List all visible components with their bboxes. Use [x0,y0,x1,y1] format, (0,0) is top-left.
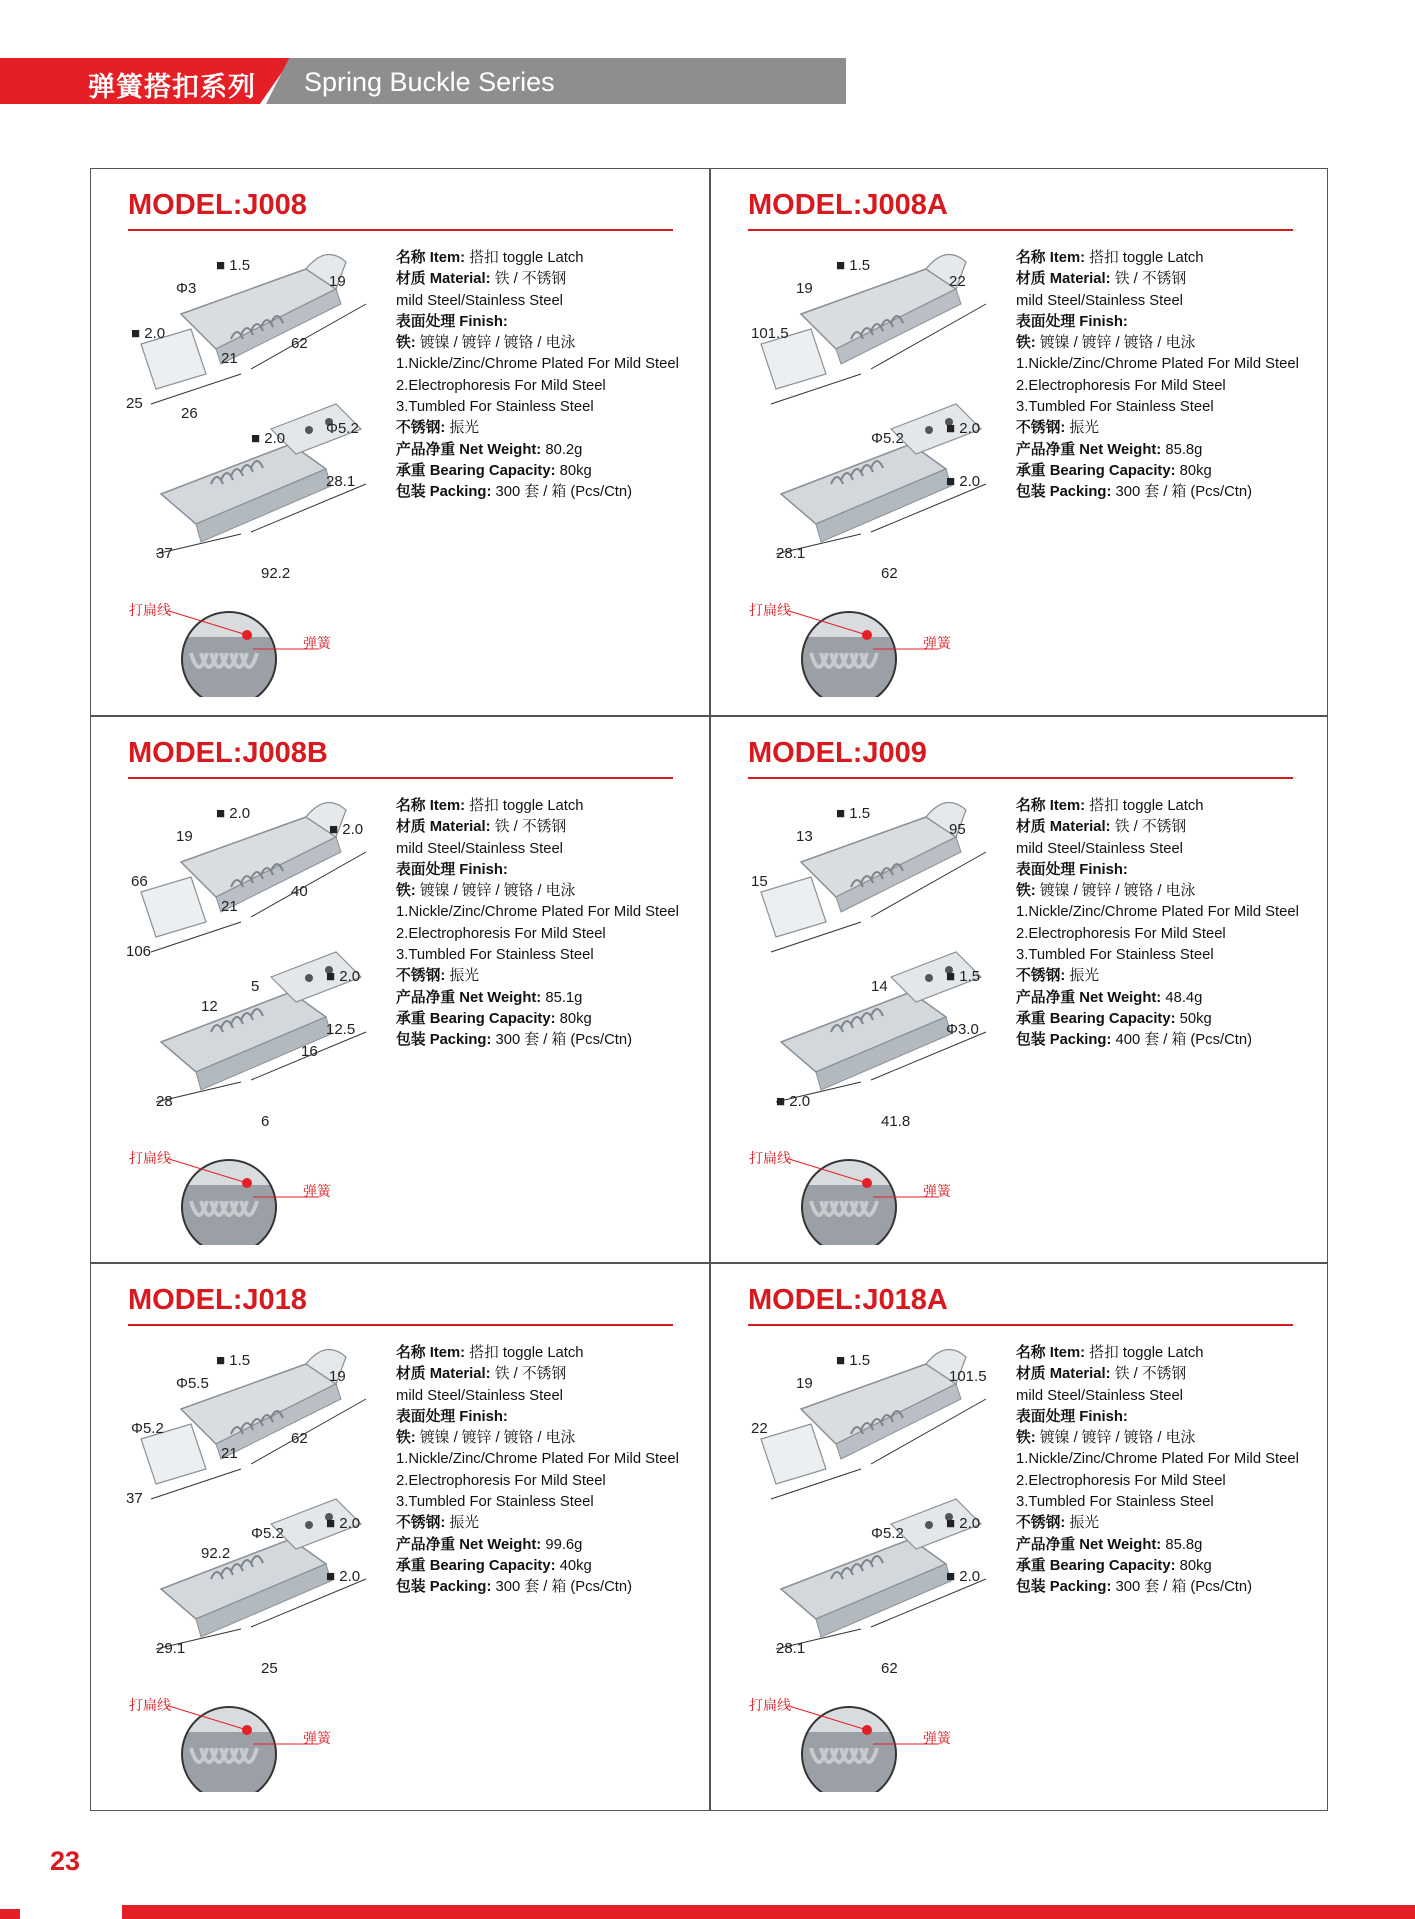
dimension-label: ■ 1.5 [836,257,871,274]
dimension-label: Φ5.2 [251,1525,284,1542]
dimension-label: 14 [871,978,888,995]
dimension-label: 19 [796,1375,813,1392]
dimension-label: 25 [261,1660,278,1674]
product-card-j008b [91,717,709,1263]
title-underline [748,1324,1293,1326]
dimension-label: 19 [329,273,346,290]
title-underline [128,1324,673,1326]
dimension-label: ■ 2.0 [326,1568,361,1585]
dimension-label: 62 [291,1430,308,1447]
product-grid [90,168,1328,1811]
dimension-label: ■ 2.0 [776,1093,811,1110]
page-number: 23 [50,1846,81,1876]
dimension-label: ■ 2.0 [329,821,364,838]
dimension-label: 28.1 [776,545,806,562]
dimension-label: 26 [181,405,198,422]
dimension-label: 19 [796,280,813,297]
dimension-label: 21 [221,350,238,367]
dimension-label: 19 [176,828,193,845]
latch-technical-drawing [121,792,391,1127]
model-title: MODEL:J008B [128,737,328,769]
model-title: MODEL:J008 [128,189,307,221]
spec-list: 名称 Item: 搭扣 toggle Latch 材质 Material: 铁 / 不锈钢 mild Steel/Stainless Steel 表面处理 Finish: 铁: 镀镍 / 镀锌 / 镀铬 / 电泳 1.Nickle/Zinc/Chrome Plated For Mild Steel 2.Electrophoresis For Mild Steel 3.Tumbled For Stainless Steel 不锈钢: 振光 产品净重 Net Weight: 85.8g 承重 Bearing Capacity: 80kg 包装 Packing: 300 套 / 箱 (Pcs/Ctn) [1016,1345,1299,1596]
dimension-label: 29.1 [156,1640,186,1657]
flattening-line-label: 打扁线 [129,1698,171,1714]
spring-label: 弹簧 [923,1184,951,1200]
model-title: MODEL:J008A [748,189,948,221]
dimension-label: 5 [251,978,260,995]
dimension-label: 62 [881,1660,898,1674]
spec-list: 名称 Item: 搭扣 toggle Latch 材质 Material: 铁 / 不锈钢 mild Steel/Stainless Steel 表面处理 Finish: 铁: 镀镍 / 镀锌 / 镀铬 / 电泳 1.Nickle/Zinc/Chrome Plated For Mild Steel 2.Electrophoresis For Mild Steel 3.Tumbled For Stainless Steel 不锈钢: 振光 产品净重 Net Weight: 85.1g 承重 Bearing Capacity: 80kg 包装 Packing: 300 套 / 箱 (Pcs/Ctn) [396,798,679,1049]
dimension-label: ■ 1.5 [836,1352,871,1369]
spec-list: 名称 Item: 搭扣 toggle Latch 材质 Material: 铁 / 不锈钢 mild Steel/Stainless Steel 表面处理 Finish: 铁: 镀镍 / 镀锌 / 镀铬 / 电泳 1.Nickle/Zinc/Chrome Plated For Mild Steel 2.Electrophoresis For Mild Steel 3.Tumbled For Stainless Steel 不锈钢: 振光 产品净重 Net Weight: 99.6g 承重 Bearing Capacity: 40kg 包装 Packing: 300 套 / 箱 (Pcs/Ctn) [396,1345,679,1596]
dimension-label: 37 [156,545,173,562]
spring-detail-closeup [749,597,989,697]
flattening-line-label: 打扁线 [749,1151,791,1167]
dimension-label: 92.2 [261,565,291,579]
dimension-label: ■ 2.0 [946,1568,981,1585]
dimension-label: ■ 1.5 [946,968,981,985]
dimension-label: 92.2 [201,1545,231,1562]
dimension-label: 22 [949,273,966,290]
dimension-label: Φ5.2 [131,1420,164,1437]
dimension-label: 12 [201,998,218,1015]
banner-title-cn: 弹簧搭扣系列 [88,72,256,103]
spring-detail-closeup [749,1692,989,1792]
footer-bar-left [0,1909,20,1919]
dimension-label: ■ 2.0 [216,805,251,822]
dimension-label: 13 [796,828,813,845]
series-banner [0,58,846,104]
dimension-label: Φ3.0 [946,1021,979,1038]
dimension-label: 21 [221,1445,238,1462]
latch-technical-drawing [741,792,1011,1127]
dimension-label: Φ5.5 [176,1375,209,1392]
spec-list: 名称 Item: 搭扣 toggle Latch 材质 Material: 铁 / 不锈钢 mild Steel/Stainless Steel 表面处理 Finish: 铁: 镀镍 / 镀锌 / 镀铬 / 电泳 1.Nickle/Zinc/Chrome Plated For Mild Steel 2.Electrophoresis For Mild Steel 3.Tumbled For Stainless Steel 不锈钢: 振光 产品净重 Net Weight: 85.8g 承重 Bearing Capacity: 80kg 包装 Packing: 300 套 / 箱 (Pcs/Ctn) [1016,250,1299,501]
flattening-line-label: 打扁线 [749,603,791,619]
dimension-label: 101.5 [751,325,789,342]
spec-list: 名称 Item: 搭扣 toggle Latch 材质 Material: 铁 / 不锈钢 mild Steel/Stainless Steel 表面处理 Finish: 铁: 镀镍 / 镀锌 / 镀铬 / 电泳 1.Nickle/Zinc/Chrome Plated For Mild Steel 2.Electrophoresis For Mild Steel 3.Tumbled For Stainless Steel 不锈钢: 振光 产品净重 Net Weight: 48.4g 承重 Bearing Capacity: 50kg 包装 Packing: 400 套 / 箱 (Pcs/Ctn) [1016,798,1299,1049]
dimension-label: 6 [261,1113,270,1127]
dimension-label: Φ5.2 [871,1525,904,1542]
spring-label: 弹簧 [923,636,951,652]
spec-list: 名称 Item: 搭扣 toggle Latch 材质 Material: 铁 / 不锈钢 mild Steel/Stainless Steel 表面处理 Finish: 铁: 镀镍 / 镀锌 / 镀铬 / 电泳 1.Nickle/Zinc/Chrome Plated For Mild Steel 2.Electrophoresis For Mild Steel 3.Tumbled For Stainless Steel 不锈钢: 振光 产品净重 Net Weight: 80.2g 承重 Bearing Capacity: 80kg 包装 Packing: 300 套 / 箱 (Pcs/Ctn) [396,250,679,501]
model-title: MODEL:J009 [748,737,927,769]
title-underline [128,229,673,231]
flattening-line-label: 打扁线 [129,603,171,619]
spring-label: 弹簧 [303,1731,331,1747]
dimension-label: 21 [221,898,238,915]
product-card-j009 [711,717,1329,1263]
dimension-label: 66 [131,873,148,890]
dimension-label: 15 [751,873,768,890]
spring-label: 弹簧 [303,1184,331,1200]
flattening-line-label: 打扁线 [129,1151,171,1167]
spring-label: 弹簧 [923,1731,951,1747]
product-card-j008a [711,169,1329,715]
title-underline [128,777,673,779]
dimension-label: 62 [291,335,308,352]
latch-technical-drawing [741,244,1011,579]
spring-detail-closeup [749,1145,989,1245]
latch-technical-drawing [121,1339,391,1674]
dimension-label: 16 [301,1043,318,1060]
dimension-label: 12.5 [326,1021,356,1038]
dimension-label: 95 [949,821,966,838]
model-title: MODEL:J018A [748,1284,948,1316]
title-underline [748,777,1293,779]
dimension-label: Φ5.2 [326,420,359,437]
dimension-label: 22 [751,1420,768,1437]
dimension-label: ■ 2.0 [946,473,981,490]
dimension-label: Φ3 [176,280,197,297]
flattening-line-label: 打扁线 [749,1698,791,1714]
banner-title-en: Spring Buckle Series [304,67,555,97]
latch-technical-drawing [741,1339,1011,1674]
dimension-label: 101.5 [949,1368,987,1385]
dimension-label: 28.1 [776,1640,806,1657]
dimension-label: 40 [291,883,308,900]
spring-detail-closeup [129,597,369,697]
dimension-label: ■ 2.0 [946,1515,981,1532]
spring-detail-closeup [129,1692,369,1792]
spring-label: 弹簧 [303,636,331,652]
dimension-label: 28.1 [326,473,356,490]
footer-bar [122,1905,1415,1919]
dimension-label: ■ 2.0 [946,420,981,437]
dimension-label: 106 [126,943,152,960]
dimension-label: Φ5.2 [871,430,904,447]
dimension-label: 62 [881,565,898,579]
dimension-label: 41.8 [881,1113,911,1127]
dimension-label: ■ 1.5 [216,257,251,274]
product-card-j018 [91,1264,709,1810]
product-card-j018a [711,1264,1329,1810]
dimension-label: ■ 2.0 [251,430,286,447]
dimension-label: 28 [156,1093,173,1110]
dimension-label: 25 [126,395,143,412]
dimension-label: ■ 1.5 [836,805,871,822]
dimension-label: 19 [329,1368,346,1385]
dimension-label: 37 [126,1490,143,1507]
product-card-j008 [91,169,709,715]
spring-detail-closeup [129,1145,369,1245]
dimension-label: ■ 2.0 [326,1515,361,1532]
dimension-label: ■ 1.5 [216,1352,251,1369]
dimension-label: ■ 2.0 [326,968,361,985]
latch-technical-drawing [121,244,391,579]
dimension-label: ■ 2.0 [131,325,166,342]
title-underline [748,229,1293,231]
model-title: MODEL:J018 [128,1284,307,1316]
